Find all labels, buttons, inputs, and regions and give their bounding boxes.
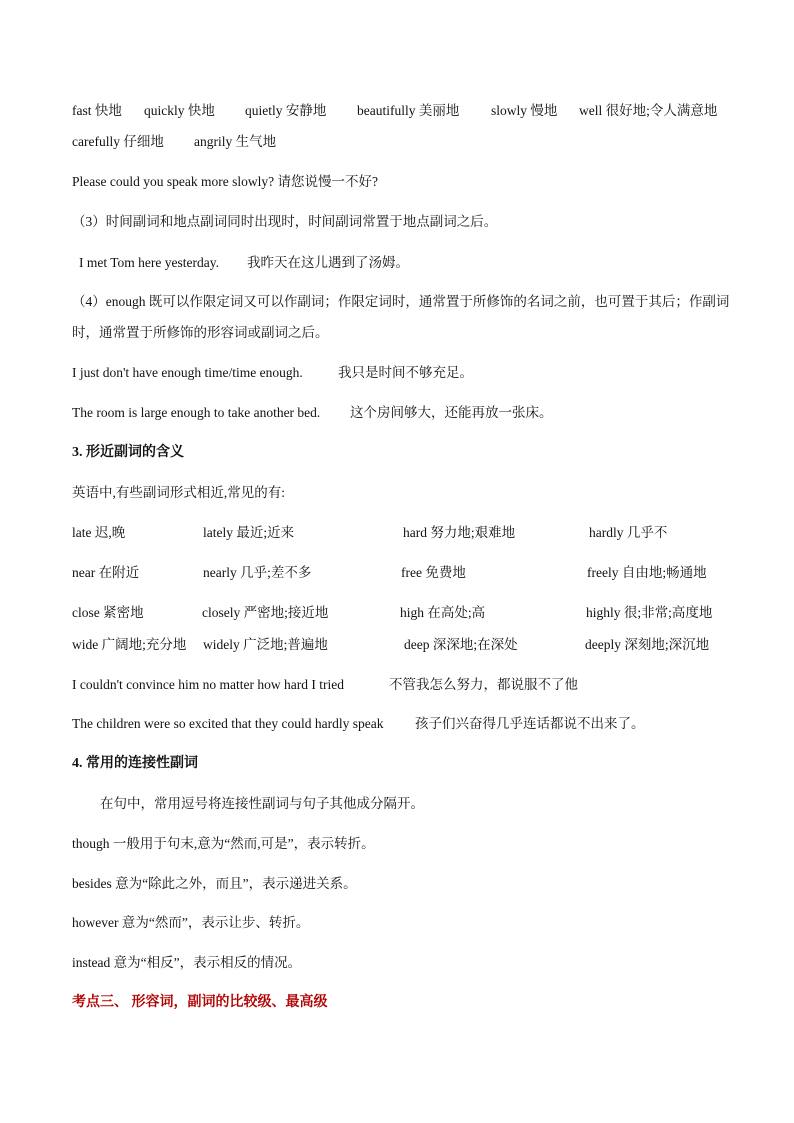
pair-item: widely 广泛地;普遍地 [203,637,328,652]
vocab-item: quickly 快地 [144,103,215,118]
pair-item: closely 严密地;接近地 [202,605,329,620]
connective-though: though 一般用于句末,意为“然而,可是”，表示转折。 [72,836,375,851]
connective-instead: instead 意为“相反”，表示相反的情况。 [72,955,302,970]
rule-3: （3）时间副词和地点副词同时出现时，时间副词常置于地点副词之后。 [72,214,498,229]
pair-item: deeply 深刻地;深沉地 [585,637,710,652]
connective-besides: besides 意为“除此之外，而且”，表示递进关系。 [72,876,357,891]
vocab-item: carefully 仔细地 [72,134,164,149]
section-4-intro: 在句中，常用逗号将连接性副词与句子其他成分隔开。 [100,796,424,811]
vocab-item: quietly 安静地 [245,103,327,118]
vocab-item: well 很好地;令人满意地 [579,103,718,118]
pair-item: freely 自由地;畅通地 [587,565,707,580]
pair-item: late 迟,晚 [72,525,126,540]
example-zh: 我昨天在这儿遇到了汤姆。 [247,255,409,270]
vocab-item: angrily 生气地 [194,134,277,149]
pair-item: wide 广阔地;充分地 [72,637,187,652]
example-en: I just don't have enough time/time enough. [72,365,303,380]
pair-item: highly 很;非常;高度地 [586,605,713,620]
pair-item: free 免费地 [401,565,466,580]
pair-item: close 紧密地 [72,605,144,620]
example-en: I couldn't convince him no matter how hard I tried [72,677,344,692]
pair-item: nearly 几乎;差不多 [203,565,312,580]
example-en: The children were so excited that they could hardly speak [72,716,384,731]
example-en: I met Tom here yesterday. [79,255,220,270]
section-3-intro: 英语中,有些副词形式相近,常见的有: [72,485,286,500]
section-4-title: 4. 常用的连接性副词 [72,756,198,771]
example-zh: 孩子们兴奋得几乎连话都说不出来了。 [415,716,645,731]
vocab-item: beautifully 美丽地 [357,103,460,118]
example-en: The room is large enough to take another bed. [72,405,321,420]
section-kaodian-3-title: 考点三、 形容词，副词的比较级、最高级 [72,995,328,1010]
vocab-item: fast 快地 [72,103,122,118]
section-3-title: 3. 形近副词的含义 [72,445,184,460]
connective-however: however 意为“然而”，表示让步、转折。 [72,915,310,930]
pair-item: hardly 几乎不 [589,525,668,540]
pair-item: deep 深深地;在深处 [404,637,518,652]
pair-item: lately 最近;近来 [203,525,295,540]
example-zh: 我只是时间不够充足。 [338,365,473,380]
pair-item: near 在附近 [72,565,140,580]
vocab-item: slowly 慢地 [491,103,558,118]
example-zh: 这个房间够大，还能再放一张床。 [350,405,553,420]
pair-item: hard 努力地;艰难地 [403,525,516,540]
example-slowly: Please could you speak more slowly? 请您说慢一不好? [72,174,378,189]
example-zh: 不管我怎么努力，都说服不了他 [389,677,578,692]
rule-4: （4）enough 既可以作限定词又可以作副词；作限定词时，通常置于所修饰的名词之前，也可置于其后；作副词时，通常置于所修饰的形容词或副词之后。 [72,294,730,340]
pair-item: high 在高处;高 [400,605,486,620]
